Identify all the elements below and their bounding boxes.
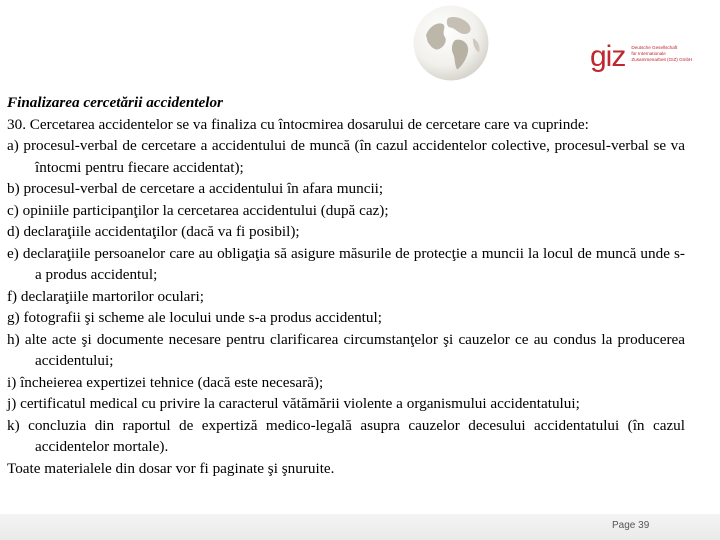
list-item-h: h) alte acte şi documente necesare pentru clarificarea circumstanţelor şi cauzelor ce au condus la producerea accidentului; — [7, 330, 685, 369]
closing-paragraph: Toate materialele din dosar vor fi paginate şi şnuruite. — [7, 459, 335, 477]
list-item-j: j) certificatul medical cu privire la caracterul vătămării violente a organismului accidentatului; — [7, 395, 580, 412]
list-item-a: a) procesul-verbal de cercetare a accidentului de muncă (în cazul accidentelor colective, procesul-verbal se va întocmi pentru fiecare accidentat); — [7, 137, 685, 176]
globe-icon — [412, 4, 490, 82]
list-item-g: g) fotografii şi scheme ale locului unde s-a produs accidentul; — [7, 309, 382, 326]
list-item-d: d) declaraţiile accidentaţilor (dacă va fi posibil); — [7, 223, 300, 240]
list-item-c: c) opiniile participanţilor la cercetarea accidentului (după caz); — [7, 201, 389, 219]
logo-mark: giz — [590, 40, 626, 73]
list-item-f: f) declaraţiile martorilor oculari; — [7, 287, 204, 305]
giz-logo — [590, 42, 701, 72]
paragraph-30: 30. Cercetarea accidentelor se va finaliza cu întocmirea dosarului de cercetare care va cuprinde: — [7, 115, 589, 133]
logo-line: Zusammenarbeit (GIZ) GmbH — [631, 57, 693, 62]
page-number: Page 39 — [612, 520, 650, 531]
list-item-i: i) încheierea expertizei tehnice (dacă este necesară); — [7, 373, 324, 391]
document-body — [7, 92, 685, 479]
list-item-k: k) concluzia din raportul de expertiză medico-legală asupra cauzelor decesului accidentatului (în cazul accidentelor mortale). — [7, 416, 685, 455]
list-item-b: b) procesul-verbal de cercetare a accidentului în afara muncii; — [7, 180, 384, 197]
logo-line: Deutsche Gesellschaft — [631, 45, 678, 50]
logo-line: für Internationale — [631, 51, 666, 56]
section-heading: Finalizarea cercetării accidentelor — [7, 94, 223, 111]
list-item-e: e) declaraţiile persoanelor care au obligaţia să asigure măsurile de protecţie a muncii la locul de muncă unde s-a produs accidentul; — [7, 244, 685, 283]
logo-text — [631, 45, 701, 63]
